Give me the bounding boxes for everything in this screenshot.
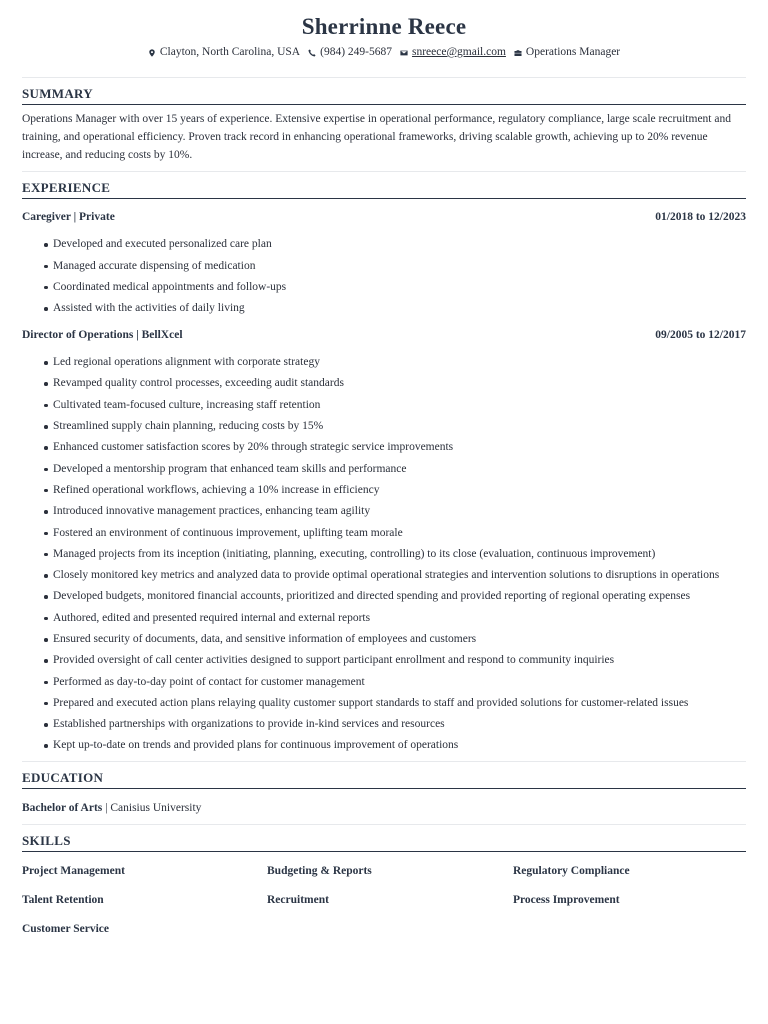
education-separator: | — [102, 802, 111, 815]
bullet-item: Streamlined supply chain planning, reducing costs by 15% — [44, 418, 746, 435]
bullet-item: Established partnerships with organizations to provide in-kind services and resources — [44, 716, 746, 733]
email-link[interactable]: snreece@gmail.com — [411, 46, 506, 58]
education-heading: EDUCATION — [22, 762, 746, 789]
job-title: Caregiver | Private — [22, 211, 115, 224]
envelope-icon — [400, 49, 408, 57]
bullet-item: Revamped quality control processes, exceeding audit standards — [44, 375, 746, 392]
job-title: Director of Operations | BellXcel — [22, 329, 183, 342]
contact-line — [22, 44, 746, 61]
job-header — [22, 208, 746, 226]
bullet-item: Kept up-to-date on trends and provided plans for continuous improvement of operations — [44, 737, 746, 754]
job-bullets — [22, 236, 746, 317]
job-entry — [22, 326, 746, 754]
summary-text: Operations Manager with over 15 years of experience. Extensive expertise in operational performance, regulatory compliance, large scale recruitment and training, and operational efficiency. Proven track record in enhancing operational frameworks, driving scalable growth, achieving up to 20% revenue increase, and reducing costs by 10%. — [22, 113, 731, 162]
contact-location — [148, 44, 300, 61]
bullet-item: Closely monitored key metrics and analyzed data to provide optimal operational strategies and intervention solutions to disruptions in operations — [44, 567, 746, 584]
job-entry — [22, 208, 746, 317]
summary-heading: SUMMARY — [22, 78, 746, 105]
experience-heading: EXPERIENCE — [22, 172, 746, 199]
bullet-item: Managed accurate dispensing of medication — [44, 258, 746, 275]
bullet-item: Refined operational workflows, achieving a 10% increase in efficiency — [44, 482, 746, 499]
experience-section — [22, 172, 746, 762]
bullet-item: Prepared and executed action plans relaying quality customer support standards to staff and provided solutions for customer-related issues — [44, 695, 746, 712]
bullet-item: Developed and executed personalized care plan — [44, 236, 746, 253]
education-school: Canisius University — [110, 802, 202, 815]
job-dates: 09/2005 to 12/2017 — [655, 329, 746, 342]
skills-section — [22, 825, 746, 938]
bullet-item: Assisted with the activities of daily living — [44, 300, 746, 317]
education-section — [22, 762, 746, 825]
bullet-item: Fostered an environment of continuous improvement, uplifting team morale — [44, 525, 746, 542]
location-pin-icon — [148, 49, 156, 57]
candidate-name: Sherrinne Reece — [301, 14, 467, 39]
bullet-item: Developed budgets, monitored financial accounts, prioritized and directed spending and provided reporting of regional operating expenses — [44, 588, 746, 605]
contact-role — [514, 44, 620, 61]
skill-item: Regulatory Compliance — [513, 865, 630, 878]
job-bullets — [22, 354, 746, 754]
bullet-item: Coordinated medical appointments and follow-ups — [44, 279, 746, 296]
bullet-item: Ensured security of documents, data, and sensitive information of employees and customers — [44, 631, 746, 648]
bullet-item: Authored, edited and presented required internal and external reports — [44, 610, 746, 627]
location-text: Clayton, North Carolina, USA — [159, 46, 301, 58]
phone-icon — [308, 49, 316, 57]
skill-item: Project Management — [22, 865, 125, 878]
skill-item: Budgeting & Reports — [267, 865, 372, 878]
skills-heading: SKILLS — [22, 825, 746, 852]
job-dates: 01/2018 to 12/2023 — [655, 211, 746, 224]
contact-email — [400, 44, 506, 61]
skill-item: Process Improvement — [513, 894, 620, 907]
skill-item: Customer Service — [22, 923, 109, 936]
bullet-item: Introduced innovative management practices, enhancing team agility — [44, 503, 746, 520]
bullet-item: Led regional operations alignment with corporate strategy — [44, 354, 746, 371]
role-text: Operations Manager — [525, 46, 621, 58]
briefcase-icon — [514, 49, 522, 57]
bullet-item: Performed as day-to-day point of contact for customer management — [44, 674, 746, 691]
job-header — [22, 326, 746, 344]
skills-grid — [22, 862, 746, 938]
bullet-item: Developed a mentorship program that enhanced team skills and performance — [44, 461, 746, 478]
bullet-item: Managed projects from its inception (initiating, planning, executing, controlling) to its close (evaluation, continuous improvement) — [44, 546, 746, 563]
education-entry — [22, 799, 746, 817]
bullet-item: Cultivated team-focused culture, increasing staff retention — [44, 397, 746, 414]
resume-header — [22, 0, 746, 78]
skill-item: Recruitment — [267, 894, 329, 907]
bullet-item: Provided oversight of call center activities designed to support participant enrollment and respond to community inquiries — [44, 652, 746, 669]
phone-text: (984) 249-5687 — [320, 46, 392, 58]
summary-section — [22, 78, 746, 172]
contact-phone — [308, 44, 392, 61]
education-degree: Bachelor of Arts — [22, 802, 103, 815]
skill-item: Talent Retention — [22, 894, 104, 907]
bullet-item: Enhanced customer satisfaction scores by 20% through strategic service improvements — [44, 439, 746, 456]
